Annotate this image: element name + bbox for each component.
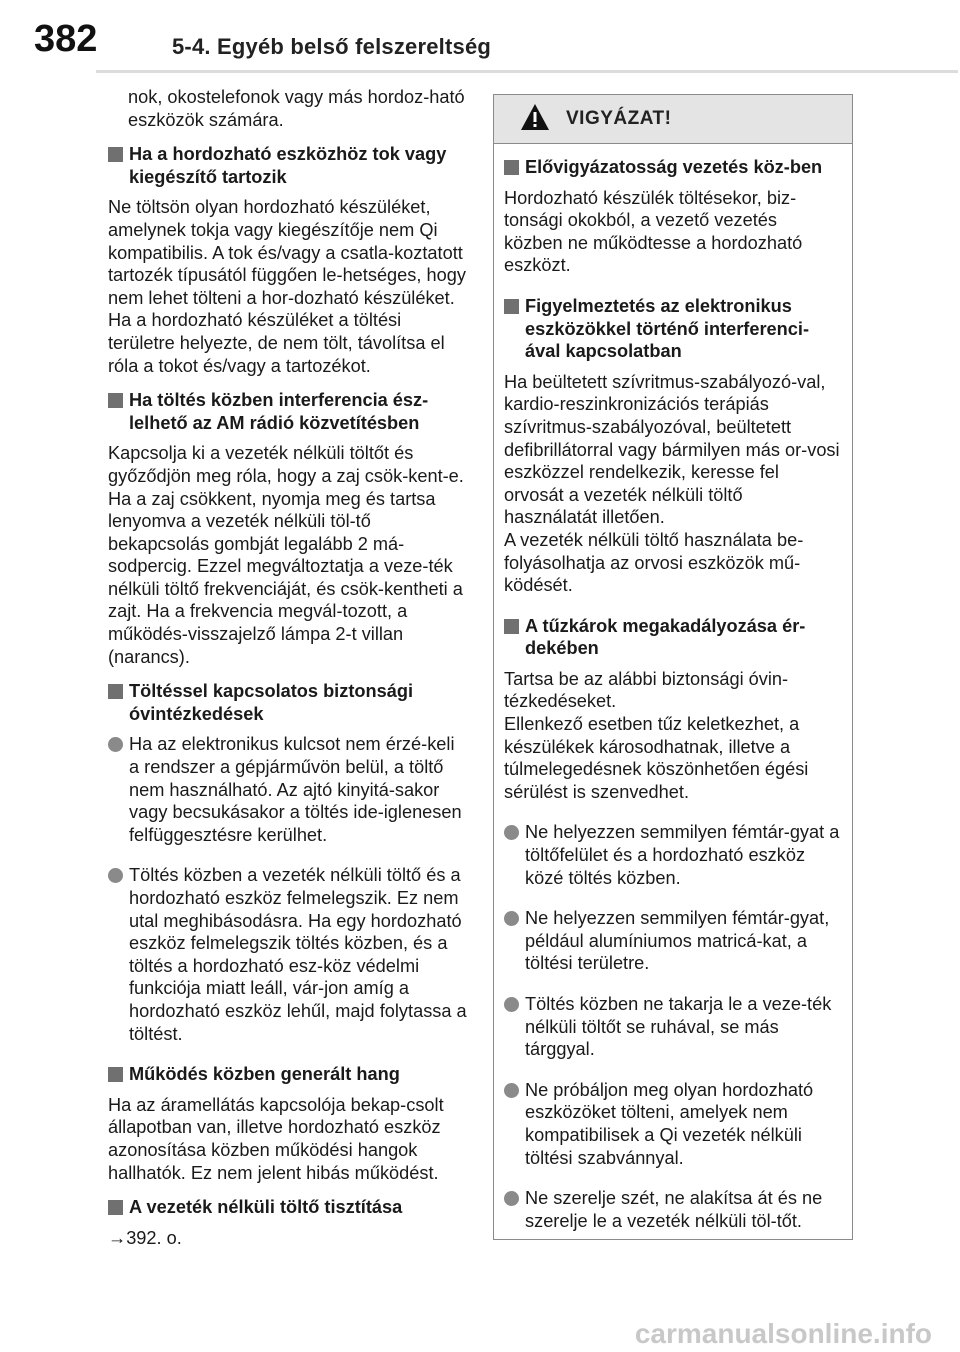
warning-triangle-icon — [520, 103, 550, 136]
square-bullet-icon — [108, 684, 123, 699]
list-item — [504, 993, 840, 1061]
header-rule — [96, 70, 958, 73]
list-item — [108, 864, 468, 1045]
intro-text: nok, okostelefonok vagy más hordoz-ható eszközök számára. — [128, 87, 465, 130]
list-item — [504, 1079, 840, 1169]
list-item — [504, 821, 840, 889]
list-item — [108, 733, 468, 846]
list-item-text: Ha az elektronikus kulcsot nem érzé-keli a rendszer a gépjárművön belül, a töltő nem használható. Az ajtó kinyitá-sakor vagy becsukásakor a töltés ide-iglenesen felfüggesztésre kerülhet. — [129, 734, 462, 845]
warning-paragraph: Hordozható készülék töltésekor, biz-tonsági okokból, a vezető vezetés közben ne működtesse a hordozható eszközt. — [504, 187, 803, 276]
circle-bullet-icon — [504, 911, 519, 926]
square-bullet-icon — [504, 160, 519, 175]
page-reference: →392. o. — [108, 1227, 182, 1248]
list-item — [504, 1187, 840, 1232]
warning-paragraph: Tartsa be az alábbi biztonsági óvin-tézkedéseket. — [504, 668, 789, 712]
heading-text: Ha a hordozható eszközhöz tok vagy kiegészítő tartozik — [129, 144, 447, 187]
heading-text: A vezeték nélküli töltő tisztítása — [129, 1197, 403, 1218]
heading-text: Töltéssel kapcsolatos biztonsági óvintézkedések — [129, 681, 414, 724]
page-number: 382 — [34, 18, 98, 60]
square-bullet-icon — [504, 299, 519, 314]
heading-am-interference — [108, 389, 468, 434]
list-item-text: Ne helyezzen semmilyen fémtár-gyat a töltőfelület és a hordozható eszköz közé töltés közben. — [525, 822, 840, 888]
square-bullet-icon — [108, 1067, 123, 1082]
heading-noise — [108, 1063, 468, 1086]
list-item-text: Ne helyezzen semmilyen fémtár-gyat, például alumíniumos matricá-kat, a töltési területre. — [525, 908, 830, 974]
heading-text: A tűzkárok megakadályozása ér-dekében — [525, 615, 806, 659]
warning-title: VIGYÁZAT! — [566, 108, 672, 129]
warning-body — [494, 144, 852, 1232]
warning-paragraph: Ellenkező esetben tűz keletkezhet, a készülékek károsodhatnak, illetve a túlmelegedésnek köszönhetően égési sérülést is szenvedhet. — [504, 714, 809, 802]
circle-bullet-icon — [108, 737, 123, 752]
paragraph-case: Ne töltsön olyan hordozható készüléket, amelynek tokja vagy kiegészítője nem Qi kompatibilis. A tok és/vagy a csatla-koztatott tartozék típusától függően le-hetséges, hogy nem lehet tölteni a hor-dozható készüléket. Ha a hordozható készüléket a töltési területre helyezte, de nem tölt, távolítsa el róla a tokot és/vagy a tartozékot. — [108, 197, 466, 376]
warning-heading-driving — [504, 156, 840, 179]
list-item — [504, 907, 840, 975]
list-item-text: Töltés közben a vezeték nélküli töltő és a hordozható eszköz felmelegszik. Ez nem utal meghibásodásra. Ha egy hordozható eszköz felmelegszik töltés közben, és a töltés a hordozható esz-köz védelmi funkciója miatt leáll, vár-jon amíg a hordozható eszköz lehűl, majd folytassa a töltést. — [129, 865, 467, 1044]
circle-bullet-icon — [504, 1083, 519, 1098]
section-title: 5-4. Egyéb belső felszereltség — [172, 34, 492, 59]
heading-text: Működés közben generált hang — [129, 1064, 400, 1085]
heading-safety — [108, 680, 468, 725]
list-item-text: Töltés közben ne takarja le a veze-ték nélküli töltőt se ruhával, se más tárggyal. — [525, 994, 832, 1060]
heading-text: Elővigyázatosság vezetés köz-ben — [525, 157, 823, 177]
heading-case-accessory — [108, 143, 468, 188]
heading-cleaning — [108, 1196, 468, 1219]
page-header — [0, 0, 960, 80]
heading-text: Figyelmeztetés az elektronikus eszközökkel történő interferenci-ával kapcsolatban — [525, 295, 810, 362]
circle-bullet-icon — [504, 997, 519, 1012]
watermark: carmanualsonline.info — [634, 1318, 932, 1349]
list-item-text: Ne próbáljon meg olyan hordozható eszközöket tölteni, amelyek nem kompatibilisek a Qi vezeték nélküli töltési szabvánnyal. — [525, 1079, 814, 1168]
warning-paragraph: A vezeték nélküli töltő használata be-folyásolhatja az orvosi eszközök mű-ködését. — [504, 529, 804, 596]
square-bullet-icon — [108, 393, 123, 408]
square-bullet-icon — [504, 619, 519, 634]
square-bullet-icon — [108, 147, 123, 162]
heading-text: Ha töltés közben interferencia ész-lelhető az AM rádió közvetítésben — [129, 390, 429, 433]
paragraph-noise: Ha az áramellátás kapcsolója bekap-csolt állapotban van, illetve hordozható eszköz azonosítása közben működési hangok hallhatók. Ez nem jelent hibás működést. — [108, 1094, 444, 1183]
circle-bullet-icon — [504, 1191, 519, 1206]
circle-bullet-icon — [108, 868, 123, 883]
circle-bullet-icon — [504, 825, 519, 840]
left-column — [108, 86, 468, 1249]
warning-heading-interference — [504, 295, 840, 363]
warning-box — [493, 94, 853, 1240]
paragraph-interference: Kapcsolja ki a vezeték nélküli töltőt és győződjön meg róla, hogy a zaj csök-kent-e. Ha a zaj csökkent, nyomja meg és tartsa lenyomva a vezeték nélküli töl-tő bekapcsolás gombját legalább 2 má-sodpercig. Ezzel megváltoztatja a veze-ték nélküli töltő frekvenciáját, és csök-kentheti a zajt. Ha a frekvencia megvál-tozott, a működés-visszajelző lámpa 2-t villan (narancs). — [108, 443, 464, 667]
warning-header — [494, 95, 852, 144]
warning-heading-fire — [504, 615, 840, 660]
square-bullet-icon — [108, 1200, 123, 1215]
warning-paragraph: Ha beültetett szívritmus-szabályozó-val, kardio-reszinkronizációs terápiás szívritmus-szabályozóval, beültetett defibrillátorral vagy bármilyen más or-vosi eszközzel rendelkezik, keresse fel orvosát a vezeték nélküli töltő használatát illetően. — [504, 371, 840, 528]
list-item-text: Ne szerelje szét, ne alakítsa át és ne szerelje le a vezeték nélküli töl-tőt. — [525, 1188, 823, 1231]
